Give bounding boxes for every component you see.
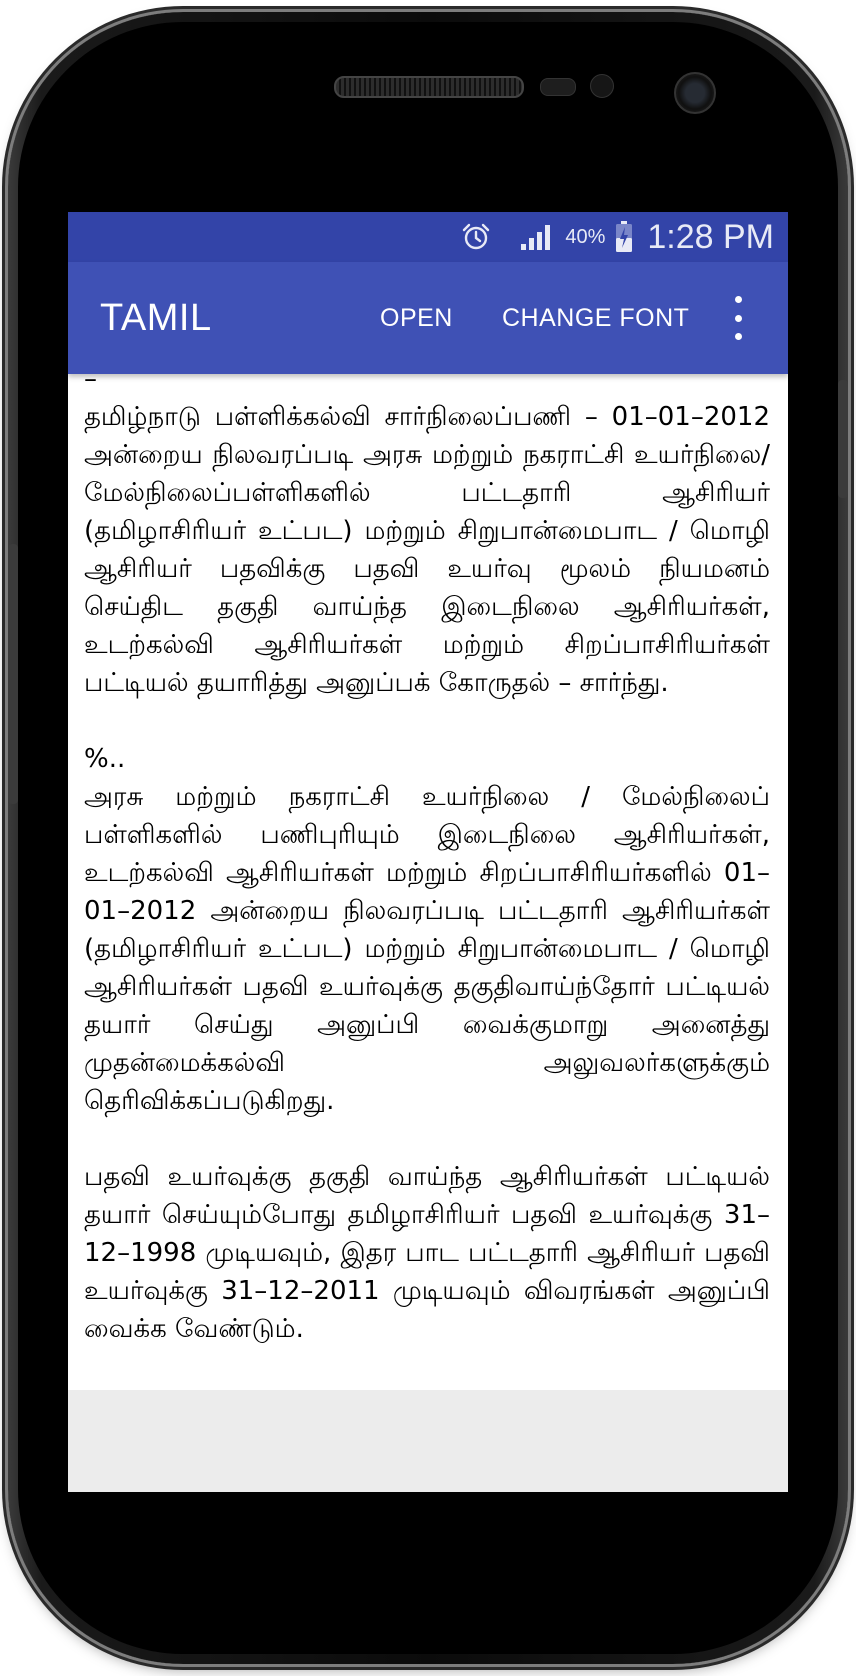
- open-button[interactable]: OPEN: [380, 304, 453, 332]
- battery-percentage: 40%: [565, 225, 606, 248]
- document-paragraph-instructions: பதவி உயர்வுக்கு தகுதி வாய்ந்த ஆசிரியர்கள் பட்டியல் தயார் செய்யும்போது தமிழாசிரியர் பதவி உயர்வுக்கு 31–12–1998 முடியவும், இதர பாட பட்டதாரி ஆசிரியர் பதவி உயர்வுக்கு 31–12–2011 முடியவும் விவரங்கள் அனுப்பி வைக்க வேண்டும்.: [84, 1162, 770, 1344]
- paragraph-gap: [84, 702, 770, 740]
- app-toolbar: [68, 262, 788, 374]
- power-button: [838, 380, 848, 498]
- front-camera-icon: [674, 72, 716, 114]
- document-text: [84, 374, 770, 1348]
- alarm-clock-icon: [461, 222, 491, 252]
- empty-footer-area: [68, 1390, 788, 1492]
- more-vert-icon[interactable]: [726, 296, 750, 340]
- status-bar: [68, 212, 788, 262]
- battery-charging-icon: [615, 221, 633, 253]
- status-icons: [461, 212, 774, 262]
- overflow-dot: [735, 296, 742, 303]
- cell-signal-icon: [519, 222, 555, 252]
- document-paragraph-body: அரசு மற்றும் நகராட்சி உயர்நிலை / மேல்நிலைப் பள்ளிகளில் பணிபுரியும் இடைநிலை ஆசிரியர்கள், உடற்கல்வி ஆசிரியர்கள் மற்றும் சிறப்பாசிரியர்களில் 01–01–2012 அன்றைய நிலவரப்படி பட்டதாரி ஆசிரியர்கள் (தமிழாசிரியர் உட்பட) மற்றும் சிறுபான்மைபாட / மொழி ஆசிரியர்கள் பதவி உயர்வுக்கு தகுதிவாய்ந்தோர் பட்டியல் தயார் செய்து அனுப்பி வைக்குமாறு அனைத்து முதன்மைக்கல்வி அலுவலர்களுக்கும் தெரிவிக்கப்படுகிறது.: [84, 782, 770, 1116]
- document-viewer[interactable]: [68, 374, 788, 1390]
- app-title: TAMIL: [100, 297, 212, 339]
- volume-button: [8, 544, 18, 804]
- document-marker: %..: [84, 744, 126, 774]
- earpiece-speaker: [334, 76, 524, 98]
- light-sensor: [590, 74, 614, 98]
- overflow-dot: [735, 333, 742, 340]
- change-font-button[interactable]: CHANGE FONT: [502, 304, 690, 332]
- document-line: –: [84, 374, 97, 394]
- paragraph-gap: [84, 1120, 770, 1158]
- overflow-dot: [735, 315, 742, 322]
- status-time: 1:28 PM: [647, 217, 774, 256]
- proximity-sensor: [540, 78, 576, 96]
- app-screen: [68, 212, 788, 1492]
- document-paragraph-subject: தமிழ்நாடு பள்ளிக்கல்வி சார்நிலைப்பணி – 01–01–2012 அன்றைய நிலவரப்படி அரசு மற்றும் நகராட்சி உயர்நிலை/ மேல்நிலைப்பள்ளிகளில் பட்டதாரி ஆசிரியர் (தமிழாசிரியர் உட்பட) மற்றும் சிறுபான்மைபாட / மொழி ஆசிரியர் பதவிக்கு பதவி உயர்வு மூலம் நியமனம் செய்திட தகுதி வாய்ந்த இடைநிலை ஆசிரியர்கள், உடற்கல்வி ஆசிரியர்கள் மற்றும் சிறப்பாசிரியர்கள் பட்டியல் தயாரித்து அனுப்பக் கோருதல் – சார்ந்து.: [84, 402, 770, 698]
